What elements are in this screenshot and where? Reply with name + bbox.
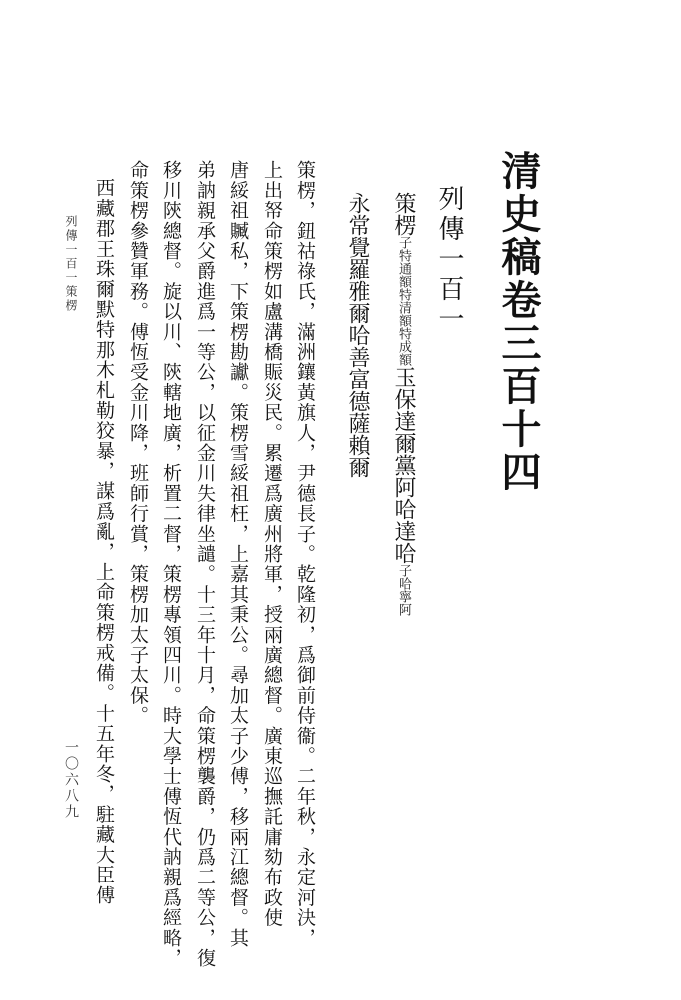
name-hadaha: 哈達哈 [391,498,416,564]
names-column-1 [392,192,414,616]
name-sarair: 薩賴爾 [345,412,370,478]
name-techenge: 特成額 [396,327,411,366]
body-column-7: 西藏郡王珠爾默特那木札勒狡暴，謀爲亂，上命策楞戒備。十五年冬，駐藏大臣傅 [93,178,115,906]
name-teqinge: 特清額 [396,288,411,327]
name-sub-celeng: 子特通額 [396,236,411,288]
name-yongchang: 永常 [345,192,370,236]
section-heading: 列傳一百一 [434,185,464,335]
name-dardanga: 達爾黨阿 [391,410,416,498]
name-fude: 富德 [345,368,370,412]
volume-title: 清史稿卷三百十四 [495,150,542,494]
body-column-4: 弟訥親承父爵進爲一等公，以征金川失律坐譴。十三年十月，命策楞襲爵，仍爲二等公，復 [194,160,216,968]
body-column-6: 命策楞參贊軍務。傅恆受金川降，班師行賞，策楞加太子太保。 [127,160,149,726]
name-jueluo-yarhashan: 覺羅雅爾哈善 [345,236,370,368]
name-sub-hadaha: 子哈寧阿 [396,564,411,616]
running-head-section: 列傳一百一 [64,215,78,285]
names-column-2 [346,192,368,478]
body-column-2: 上出帑命策楞如盧溝橋賑災民。累遷爲廣州將軍，授兩廣總督。廣東巡撫託庸劾布政使 [261,160,283,928]
body-column-1: 策楞，鈕祜祿氏，滿洲鑲黃旗人，尹德長子。乾隆初，爲御前侍衞。二年秋，永定河決， [294,160,316,948]
running-head-name: 策楞 [64,285,78,313]
running-head [64,215,78,313]
body-column-5: 移川陝總督。旋以川、陝轄地廣，析置二督，策楞專領四川。時大學士傅恆代訥親爲經略， [160,160,182,968]
body-column-3: 唐綏祖贓私，下策楞勘讞。策楞雪綏祖枉，上嘉其秉公。尋加太子少傅，移兩江總督。其 [227,160,249,948]
page-number: 一〇六八九 [63,740,79,820]
name-celeng: 策楞 [391,192,416,236]
name-yubao: 玉保 [391,366,416,410]
